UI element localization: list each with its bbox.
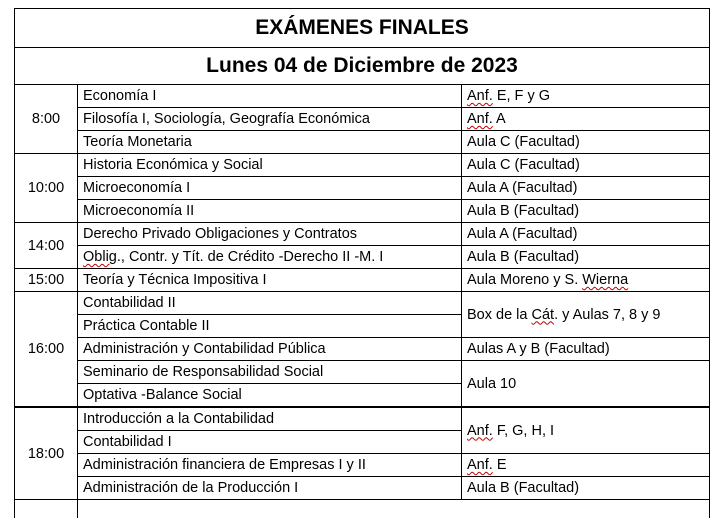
room-part: . y Aulas 7, 8 y 9	[554, 306, 661, 323]
subject-cell: Administración financiera de Empresas I y II	[78, 454, 462, 477]
room-cell: Aula C (Facultad)	[462, 131, 710, 154]
subject-cell: Seminario de Responsabilidad Social	[78, 361, 462, 384]
room-cell: Aulas A y B (Facultad)	[462, 338, 710, 361]
room-cell	[462, 85, 710, 108]
room-cell: Aula A (Facultad)	[462, 223, 710, 246]
room-detail: A	[492, 111, 506, 127]
room-cell	[462, 269, 710, 292]
table-row	[15, 200, 710, 223]
table-row	[15, 361, 710, 384]
time-slot: 15:00	[15, 269, 78, 292]
table-row	[15, 131, 710, 154]
room-abbrev: Anf.	[467, 88, 493, 104]
time-slot: 10:00	[15, 154, 78, 223]
room-part: Box de la	[467, 306, 532, 323]
subject-cell: Economía I	[78, 85, 462, 108]
table-row	[15, 246, 710, 269]
table-row	[15, 477, 710, 500]
time-slot: 8:00	[15, 85, 78, 154]
blank-cell	[462, 500, 710, 519]
table-row	[15, 85, 710, 108]
subject-cell: Introducción a la Contabilidad	[78, 407, 462, 431]
table-row	[15, 177, 710, 200]
subject-abbrev: Oblig	[83, 249, 117, 265]
room-detail: F, G, H, I	[492, 422, 555, 439]
subject-cell: Contabilidad I	[78, 431, 462, 454]
room-abbrev: Anf.	[467, 457, 493, 473]
table-row	[15, 338, 710, 361]
subject-cell: Optativa -Balance Social	[78, 384, 462, 408]
subject-cell: Historia Económica y Social	[78, 154, 462, 177]
room-main: Aula Moreno y S.	[467, 272, 583, 288]
room-detail: E, F y G	[492, 88, 550, 104]
room-cell: Aula B (Facultad)	[462, 246, 710, 269]
table-row	[15, 454, 710, 477]
time-slot: 14:00	[15, 223, 78, 269]
subject-cell: Filosofía I, Sociología, Geografía Económica	[78, 108, 462, 131]
room-cell: Aula B (Facultad)	[462, 477, 710, 500]
room-cell: Aula C (Facultad)	[462, 154, 710, 177]
table-row	[15, 407, 710, 431]
room-abbrev: Anf.	[467, 422, 493, 439]
exam-schedule-table	[14, 8, 710, 518]
room-cell	[462, 108, 710, 131]
room-cell	[462, 454, 710, 477]
exam-date: Lunes 04 de Diciembre de 2023	[15, 48, 710, 85]
page-title: EXÁMENES FINALES	[15, 9, 710, 48]
room-cell: Aula A (Facultad)	[462, 177, 710, 200]
room-detail: E	[492, 457, 507, 473]
table-row	[15, 223, 710, 246]
subject-cell: Teoría y Técnica Impositiva I	[78, 269, 462, 292]
subject-cell: Teoría Monetaria	[78, 131, 462, 154]
subject-cell: Derecho Privado Obligaciones y Contratos	[78, 223, 462, 246]
subject-cell: Administración de la Producción I	[78, 477, 462, 500]
subject-cell: Microeconomía I	[78, 177, 462, 200]
blank-cell	[78, 500, 462, 519]
room-cell: Aula B (Facultad)	[462, 200, 710, 223]
subject-cell: Contabilidad II	[78, 292, 462, 315]
title-row	[15, 9, 710, 48]
table-row	[15, 269, 710, 292]
subject-cell: Administración y Contabilidad Pública	[78, 338, 462, 361]
table-row	[15, 108, 710, 131]
blank-row	[15, 500, 710, 519]
room-abbrev: Anf.	[467, 111, 493, 127]
room-cell: Aula 10	[462, 361, 710, 408]
subject-cell: Microeconomía II	[78, 200, 462, 223]
subject-rest: ., Contr. y Tít. de Crédito -Derecho II -M. I	[116, 249, 384, 265]
subject-cell: Práctica Contable II	[78, 315, 462, 338]
room-name: Wierna	[582, 272, 629, 288]
room-cell	[462, 407, 710, 454]
date-row	[15, 48, 710, 85]
time-slot: 18:00	[15, 407, 78, 500]
table-row	[15, 292, 710, 315]
time-slot: 16:00	[15, 292, 78, 408]
room-abbrev: Cát	[531, 306, 555, 323]
table-row	[15, 154, 710, 177]
room-cell	[462, 292, 710, 338]
blank-cell	[15, 500, 78, 519]
subject-cell	[78, 246, 462, 269]
